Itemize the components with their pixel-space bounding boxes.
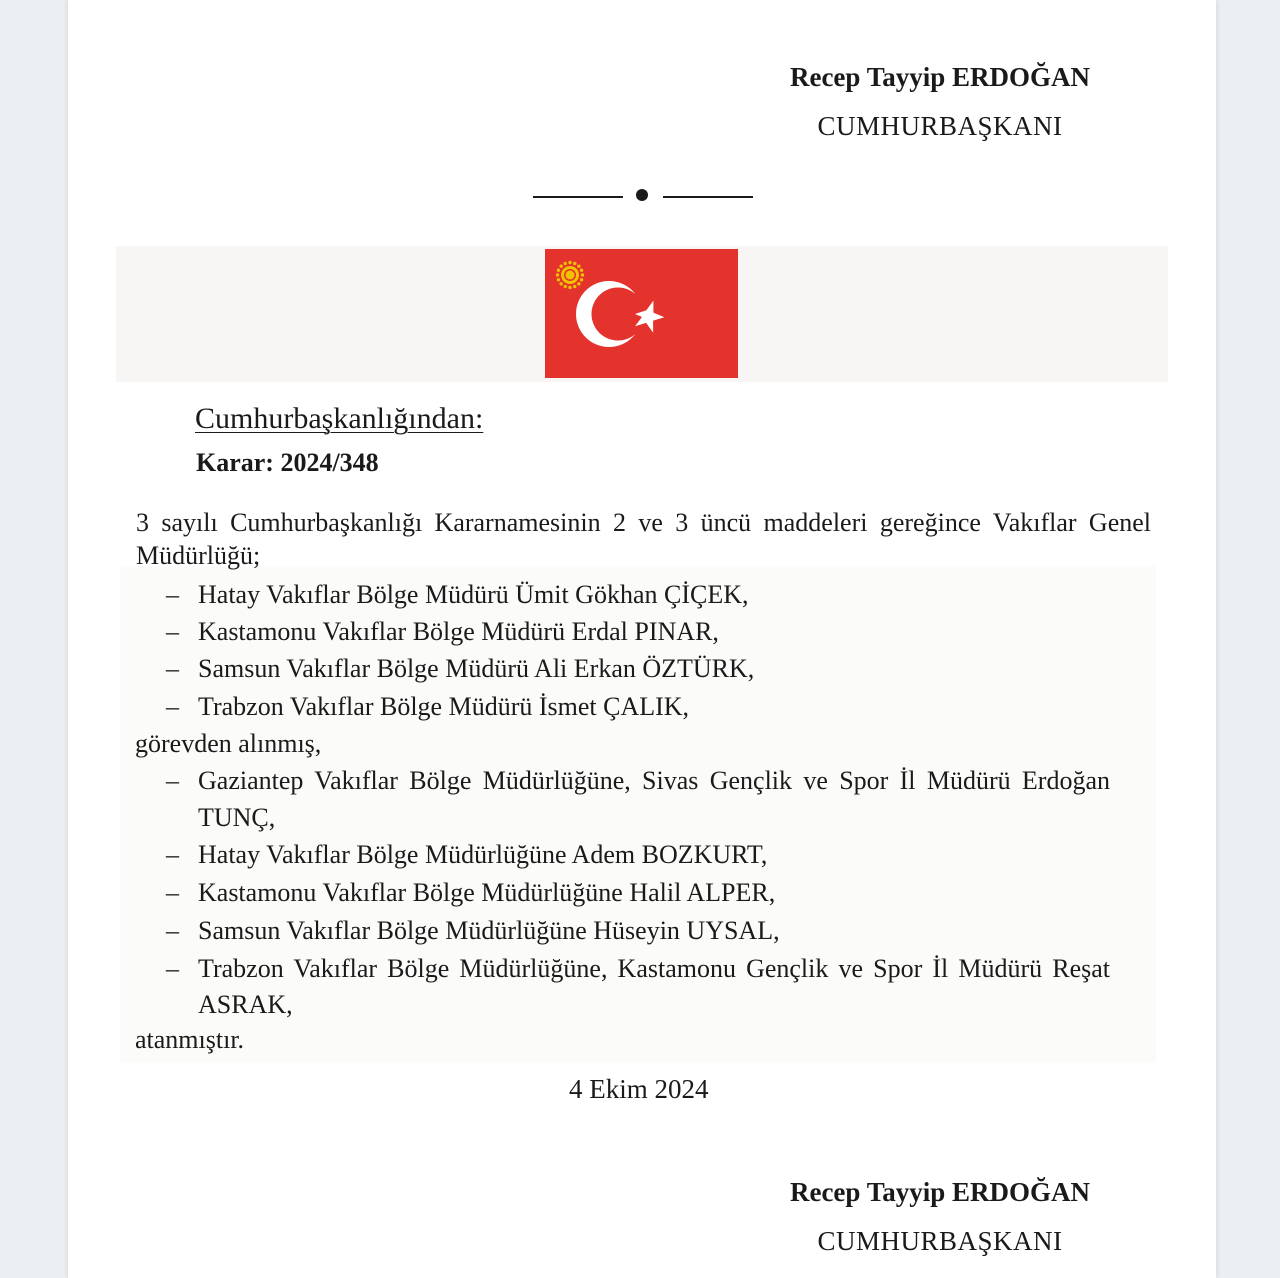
signatory-name: Recep Tayyip ERDOĞAN: [789, 62, 1091, 92]
list-bullet-dash: –: [166, 878, 179, 907]
signatory-title: CUMHURBAŞKANI: [817, 1226, 1063, 1256]
list-bullet-dash: –: [166, 692, 179, 721]
list-bullet-dash: –: [166, 580, 179, 609]
issuing-authority-heading: Cumhurbaşkanlığından:: [195, 402, 484, 435]
list-bullet-dash: –: [166, 617, 179, 646]
sun-ray: [568, 286, 571, 289]
intro-paragraph-line2: Müdürlüğü;: [136, 541, 261, 570]
signature-block-top: [780, 64, 1100, 140]
section-separator: [533, 186, 753, 202]
sun-ray: [564, 262, 567, 265]
appointed-item: Hatay Vakıflar Bölge Müdürlüğüne Adem BOZKURT,: [198, 840, 768, 869]
sun-ray: [557, 278, 560, 281]
dismissed-item: Kastamonu Vakıflar Bölge Müdürü Erdal PINAR,: [198, 617, 719, 646]
appointed-item: Gaziantep Vakıflar Bölge Müdürlüğüne, Sivas Gençlik ve Spor İl Müdürü Erdoğan: [198, 766, 1110, 795]
intro-paragraph-line1: 3 sayılı Cumhurbaşkanlığı Kararnamesinin 2 ve 3 üncü maddeleri gereğince Vakıflar Genel: [136, 508, 1151, 537]
sun-ray: [577, 282, 580, 285]
appointed-item-continuation: ASRAK,: [198, 990, 293, 1019]
separator-line-right: [663, 196, 753, 198]
signatory-name: Recep Tayyip ERDOĞAN: [789, 1177, 1091, 1207]
dismissed-closing: görevden alınmış,: [135, 729, 322, 758]
sun-ray: [580, 278, 583, 281]
sun-ray: [559, 264, 562, 267]
dismissed-item: Trabzon Vakıflar Bölge Müdürü İsmet ÇALIK,: [198, 692, 690, 721]
dismissed-item: Samsun Vakıflar Bölge Müdürü Ali Erkan ÖZTÜRK,: [198, 654, 755, 683]
appointed-item-continuation: TUNÇ,: [198, 803, 276, 832]
appointed-item: Kastamonu Vakıflar Bölge Müdürlüğüne Halil ALPER,: [198, 878, 776, 907]
sun-ray: [573, 285, 576, 288]
dismissed-item: Hatay Vakıflar Bölge Müdürü Ümit Gökhan ÇİÇEK,: [198, 580, 749, 609]
sun-ray: [573, 262, 576, 265]
decision-number: Karar: 2024/348: [196, 448, 379, 477]
sun-ray: [556, 273, 559, 276]
sun-ray: [568, 261, 571, 264]
list-bullet-dash: –: [166, 840, 179, 869]
sun-ray: [564, 285, 567, 288]
separator-line-left: [533, 196, 623, 198]
separator-dot: [636, 189, 648, 201]
list-bullet-dash: –: [166, 954, 179, 983]
signatory-title: CUMHURBAŞKANI: [817, 111, 1063, 141]
sun-ray: [580, 269, 583, 272]
sun-ray: [577, 264, 580, 267]
appointed-closing: atanmıştır.: [135, 1025, 245, 1054]
decision-date: 4 Ekim 2024: [569, 1074, 709, 1104]
sun-ray: [581, 273, 584, 276]
list-bullet-dash: –: [166, 766, 179, 795]
list-bullet-dash: –: [166, 654, 179, 683]
appointed-item: Trabzon Vakıflar Bölge Müdürlüğüne, Kastamonu Gençlik ve Spor İl Müdürü Reşat: [198, 954, 1110, 983]
list-bullet-dash: –: [166, 916, 179, 945]
signature-block-bottom: [780, 1179, 1100, 1255]
presidential-flag-icon: [545, 249, 738, 378]
sun-ray: [557, 269, 560, 272]
sun-ray: [559, 282, 562, 285]
appointed-item: Samsun Vakıflar Bölge Müdürlüğüne Hüseyin UYSAL,: [198, 916, 780, 945]
